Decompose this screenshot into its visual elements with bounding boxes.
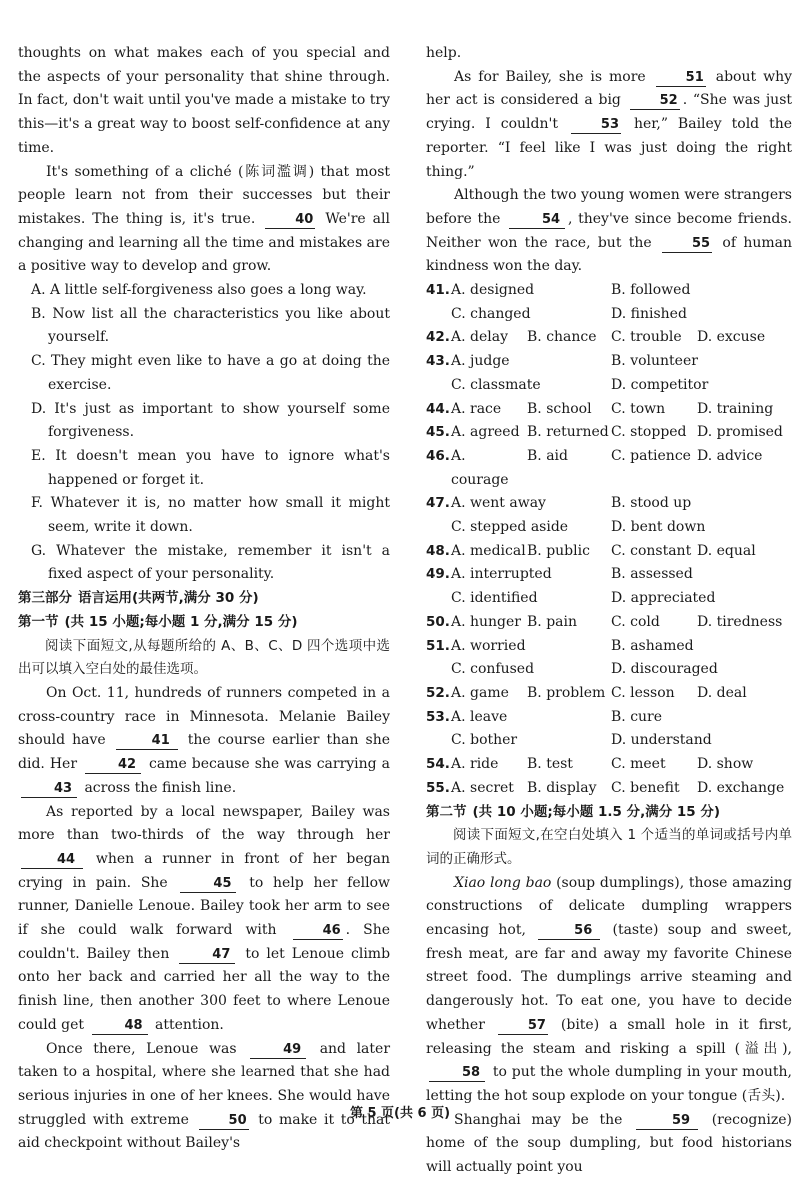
question-number: 47. <box>426 495 450 512</box>
answer-option: B. returned <box>527 424 609 441</box>
answer-option: D. appreciated <box>611 590 716 607</box>
blank-50: 50 <box>199 1113 249 1130</box>
passage-paragraph-1 <box>18 682 390 801</box>
option-b: B. Now list all the characteristics you like about yourself. <box>31 305 390 346</box>
question-number: 43. <box>426 353 450 370</box>
section1-desc: (共 15 小题;每小题 1 分,满分 15 分) <box>64 613 298 630</box>
passage-text: her,” Bailey told the reporter. “I feel like I was just doing the right thing.” <box>426 116 793 180</box>
answer-option: C. trouble <box>611 329 682 346</box>
answer-option: D. training <box>697 400 774 417</box>
blank-49: 49 <box>250 1042 306 1059</box>
blank-58: 58 <box>429 1065 485 1082</box>
question-number: 41. <box>426 282 450 299</box>
question-number: 52. <box>426 684 450 701</box>
answer-option: A. delay <box>451 329 508 346</box>
passage-text: On Oct. 11, hundreds of runners competed in a cross-country race in Minnesota. Melanie Bailey should have <box>18 684 390 749</box>
question-number: 55. <box>426 779 450 796</box>
question-49-row <box>426 587 792 611</box>
cliche-text-b: We're all changing and learning all the time and mistakes are a positive way to develop and grow. <box>18 210 390 275</box>
answer-option: A. hunger <box>451 613 521 630</box>
answer-option: C. identified <box>451 590 538 607</box>
option-d: D. It's just as important to show yourself some forgiveness. <box>31 400 390 441</box>
question-51-row <box>426 635 792 659</box>
paragraph-cliche <box>18 161 390 280</box>
section2-title: 第二节 <box>426 803 467 820</box>
answer-option: D. discouraged <box>611 661 718 678</box>
answer-option: D. promised <box>697 424 783 441</box>
passage-paragraph-5 <box>426 184 792 279</box>
answer-option: A. judge <box>451 353 510 370</box>
question-47-row <box>426 492 792 516</box>
passage-text: to help her fellow runner, Danielle Lenoue. Bailey took her arm to see if she could walk forward with <box>18 874 391 939</box>
answer-option: B. aid <box>527 447 568 464</box>
passage-text: of human kindness won the day. <box>426 234 792 275</box>
answer-option: B. school <box>527 400 592 417</box>
question-48 <box>426 540 792 564</box>
blank-43: 43 <box>21 781 77 798</box>
xiao-long-bao: Xiao long bao <box>454 874 552 891</box>
passage-paragraph-3 <box>18 1038 390 1157</box>
answer-option: D. advice <box>697 447 763 464</box>
answer-option: C. cold <box>611 613 660 630</box>
passage-text: to make it to that aid checkpoint without Bailey's <box>18 1111 391 1152</box>
part3-title: 第三部分 <box>18 590 72 607</box>
passage-paragraph-2 <box>18 801 390 1038</box>
question-41-row <box>426 303 792 327</box>
option-c: C. They might even like to have a go at doing the exercise. <box>31 353 390 393</box>
question-50 <box>426 611 792 635</box>
blank-57: 57 <box>498 1018 548 1035</box>
section1-title: 第一节 <box>18 613 59 630</box>
answer-option: C. changed <box>451 305 531 322</box>
question-options-list <box>426 279 792 800</box>
option-a: A. A little self-forgiveness also goes a long way. <box>31 282 367 299</box>
question-number: 50. <box>426 613 450 630</box>
passage-text: attention. <box>154 1016 224 1033</box>
answer-option: B. followed <box>611 282 691 299</box>
answer-option: A. courage <box>451 447 509 488</box>
answer-option: A. agreed <box>451 424 520 441</box>
question-number: 54. <box>426 756 450 773</box>
option-g: G. Whatever the mistake, remember it isn't a fixed aspect of your personality. <box>31 542 390 583</box>
question-number: 48. <box>426 542 450 559</box>
answer-option: D. show <box>697 756 754 773</box>
answer-option: B. ashamed <box>611 637 694 654</box>
question-52 <box>426 682 792 706</box>
question-42 <box>426 326 792 350</box>
answer-option: C. lesson <box>611 684 675 701</box>
question-43-row <box>426 350 792 374</box>
question-number <box>426 587 451 611</box>
question-45 <box>426 421 792 445</box>
passage-text: (recognize) home of the soup dumpling, but food historians will actually point you <box>426 1111 793 1176</box>
question-55 <box>426 777 792 801</box>
passage-text: Once there, Lenoue was <box>46 1040 237 1057</box>
passage-text: (bite) a small hole in it first, releasing the steam and risking a spill (溢出), <box>426 1016 793 1057</box>
passage-text: . She couldn't. Bailey then <box>18 922 390 962</box>
passage-text: As for Bailey, she is more <box>454 68 646 85</box>
question-number: 45. <box>426 424 450 441</box>
blank-40: 40 <box>265 212 315 229</box>
answer-option: A. medical <box>451 542 526 559</box>
answer-option: B. volunteer <box>611 353 698 370</box>
section1-heading <box>18 611 390 635</box>
option-e: E. It doesn't mean you have to ignore what's happened or forget it. <box>31 447 390 488</box>
blank-55: 55 <box>662 236 712 253</box>
blank-52: 52 <box>630 93 680 110</box>
question-46 <box>426 445 792 492</box>
question-number: 46. <box>426 447 450 464</box>
question-number: 53. <box>426 708 450 725</box>
blank-59: 59 <box>636 1113 698 1130</box>
question-44 <box>426 398 792 422</box>
answer-option: B. public <box>527 542 590 559</box>
passage-text: As reported by a local newspaper, Bailey was more than two-thirds of the way through her <box>18 803 390 844</box>
blank-51: 51 <box>656 70 706 87</box>
passage-text: to put the whole dumpling in your mouth, letting the hot soup explode on your tongue (舌头). <box>426 1064 792 1104</box>
answer-option: C. patience <box>611 447 691 464</box>
part3-desc: 语言运用(共两节,满分 30 分) <box>78 590 259 607</box>
passage-text: . “She was just crying. I couldn't <box>426 92 793 133</box>
blank-44: 44 <box>21 852 83 869</box>
blank-54: 54 <box>509 212 565 229</box>
answer-option: A. secret <box>451 779 514 796</box>
section1-instructions: 阅读下面短文,从每题所给的 A、B、C、D 四个选项中选出可以填入空白处的最佳选项。 <box>18 637 390 678</box>
passage-text: Although the two young women were strangers before the <box>426 187 792 227</box>
answer-option: D. understand <box>611 732 712 749</box>
passage-text: Shanghai may be the <box>454 1111 623 1128</box>
answer-option: A. went away <box>451 495 546 512</box>
answer-option: C. benefit <box>611 779 680 796</box>
answer-option: C. confused <box>451 661 535 678</box>
answer-option: B. test <box>527 756 573 773</box>
answer-option: B. pain <box>527 613 577 630</box>
answer-option: D. finished <box>611 305 687 322</box>
answer-option: A. designed <box>451 282 535 299</box>
question-49-row <box>426 563 792 587</box>
section2-desc: (共 10 小题;每小题 1.5 分,满分 15 分) <box>472 803 721 820</box>
answer-option: D. excuse <box>697 329 766 346</box>
right-column <box>426 42 792 1180</box>
passage-paragraph-4 <box>426 66 792 185</box>
page-footer: 第 5 页(共 6 页) <box>349 1106 451 1121</box>
blank-41: 41 <box>116 733 178 750</box>
passage-text: (taste) soup and sweet, fresh meat, are far and away my favorite Chinese street food. The dumplings arrive steaming and dangerously hot. To eat one, you have to decide whether <box>426 922 793 1033</box>
blank-47: 47 <box>179 947 235 964</box>
answer-option: C. meet <box>611 756 666 773</box>
question-number: 44. <box>426 400 450 417</box>
cliche-text-a: It's something of a cliché (陈词濫调) that most people learn not from their successes but their mistakes. The thing is, it's true. <box>18 163 390 227</box>
question-number <box>426 303 451 327</box>
answer-option: B. display <box>527 779 597 796</box>
answer-option: D. competitor <box>611 376 709 393</box>
passage-text: (soup dumplings), those amazing constructions of delicate dumpling wrappers encasing hot, <box>426 874 792 939</box>
left-column <box>18 42 390 1156</box>
answer-option: A. race <box>451 400 502 417</box>
answer-option: D. deal <box>697 684 747 701</box>
answer-option: C. classmate <box>451 376 541 393</box>
answer-option: B. problem <box>527 684 606 701</box>
question-53-row <box>426 706 792 730</box>
answer-option: D. equal <box>697 542 756 559</box>
answer-option: C. town <box>611 400 666 417</box>
passage-text: about why her act is considered a big <box>426 68 792 109</box>
question-43-row <box>426 374 792 398</box>
answer-option: C. bother <box>451 732 518 749</box>
passage-text: came because she was carrying a <box>149 756 390 773</box>
question-53-row <box>426 729 792 753</box>
grammar-paragraph-1 <box>426 872 792 1109</box>
answer-option: A. ride <box>451 756 499 773</box>
answer-option: C. stepped aside <box>451 519 569 536</box>
question-number <box>426 516 451 540</box>
answer-option: D. exchange <box>697 779 785 796</box>
answer-option: A. worried <box>451 637 526 654</box>
answer-option: B. cure <box>611 708 663 725</box>
answer-option: B. chance <box>527 329 597 346</box>
passage-text: the course earlier than she did. Her <box>18 732 390 773</box>
blank-42: 42 <box>85 757 141 774</box>
answer-option: A. game <box>451 684 509 701</box>
answer-option: A. leave <box>451 708 508 725</box>
question-number: 42. <box>426 329 450 346</box>
question-number: 51. <box>426 637 450 654</box>
blank-46: 46 <box>293 923 343 940</box>
question-number: 49. <box>426 566 450 583</box>
passage-text: and later taken to a hospital, where she learned that she had serious injuries in one of her knees. She would have struggled with extreme <box>18 1040 391 1128</box>
blank-48: 48 <box>92 1018 148 1035</box>
answer-option: D. tiredness <box>697 613 783 630</box>
passage-text: , they've since become friends. Neither won the race, but the <box>426 210 793 251</box>
question-47-row <box>426 516 792 540</box>
blank-56: 56 <box>538 923 600 940</box>
passage-text: to let Lenoue climb onto her back and carried her all the way to the finish line, then another 300 feet to where Lenoue could get <box>18 945 391 1033</box>
answer-option: C. constant <box>611 542 692 559</box>
question-54 <box>426 753 792 777</box>
passage-text: across the finish line. <box>84 779 237 796</box>
blank-53: 53 <box>571 117 621 134</box>
passage-text: when a runner in front of her began crying in pain. She <box>18 850 391 891</box>
part3-heading <box>18 587 390 611</box>
answer-option: B. stood up <box>611 495 692 512</box>
intro-paragraph: thoughts on what makes each of you special and the aspects of your personality that shine through. In fact, don't wait until you've made a mistake to try this—it's a great way to boost self-confidence at any time. <box>18 45 390 156</box>
section2-heading <box>426 801 792 825</box>
answer-option: D. bent down <box>611 519 706 536</box>
passage-help: help. <box>426 45 462 61</box>
question-51-row <box>426 658 792 682</box>
question-number <box>426 374 451 398</box>
answer-option: A. interrupted <box>451 566 552 583</box>
question-number <box>426 658 451 682</box>
question-number <box>426 729 451 753</box>
question-41-row <box>426 279 792 303</box>
answer-option: C. stopped <box>611 424 687 441</box>
section2-instructions: 阅读下面短文,在空白处填入 1 个适当的单词或括号内单词的正确形式。 <box>426 827 792 867</box>
blank-45: 45 <box>180 876 236 893</box>
answer-option: B. assessed <box>611 566 693 583</box>
option-f: F. Whatever it is, no matter how small it might seem, write it down. <box>31 495 390 536</box>
